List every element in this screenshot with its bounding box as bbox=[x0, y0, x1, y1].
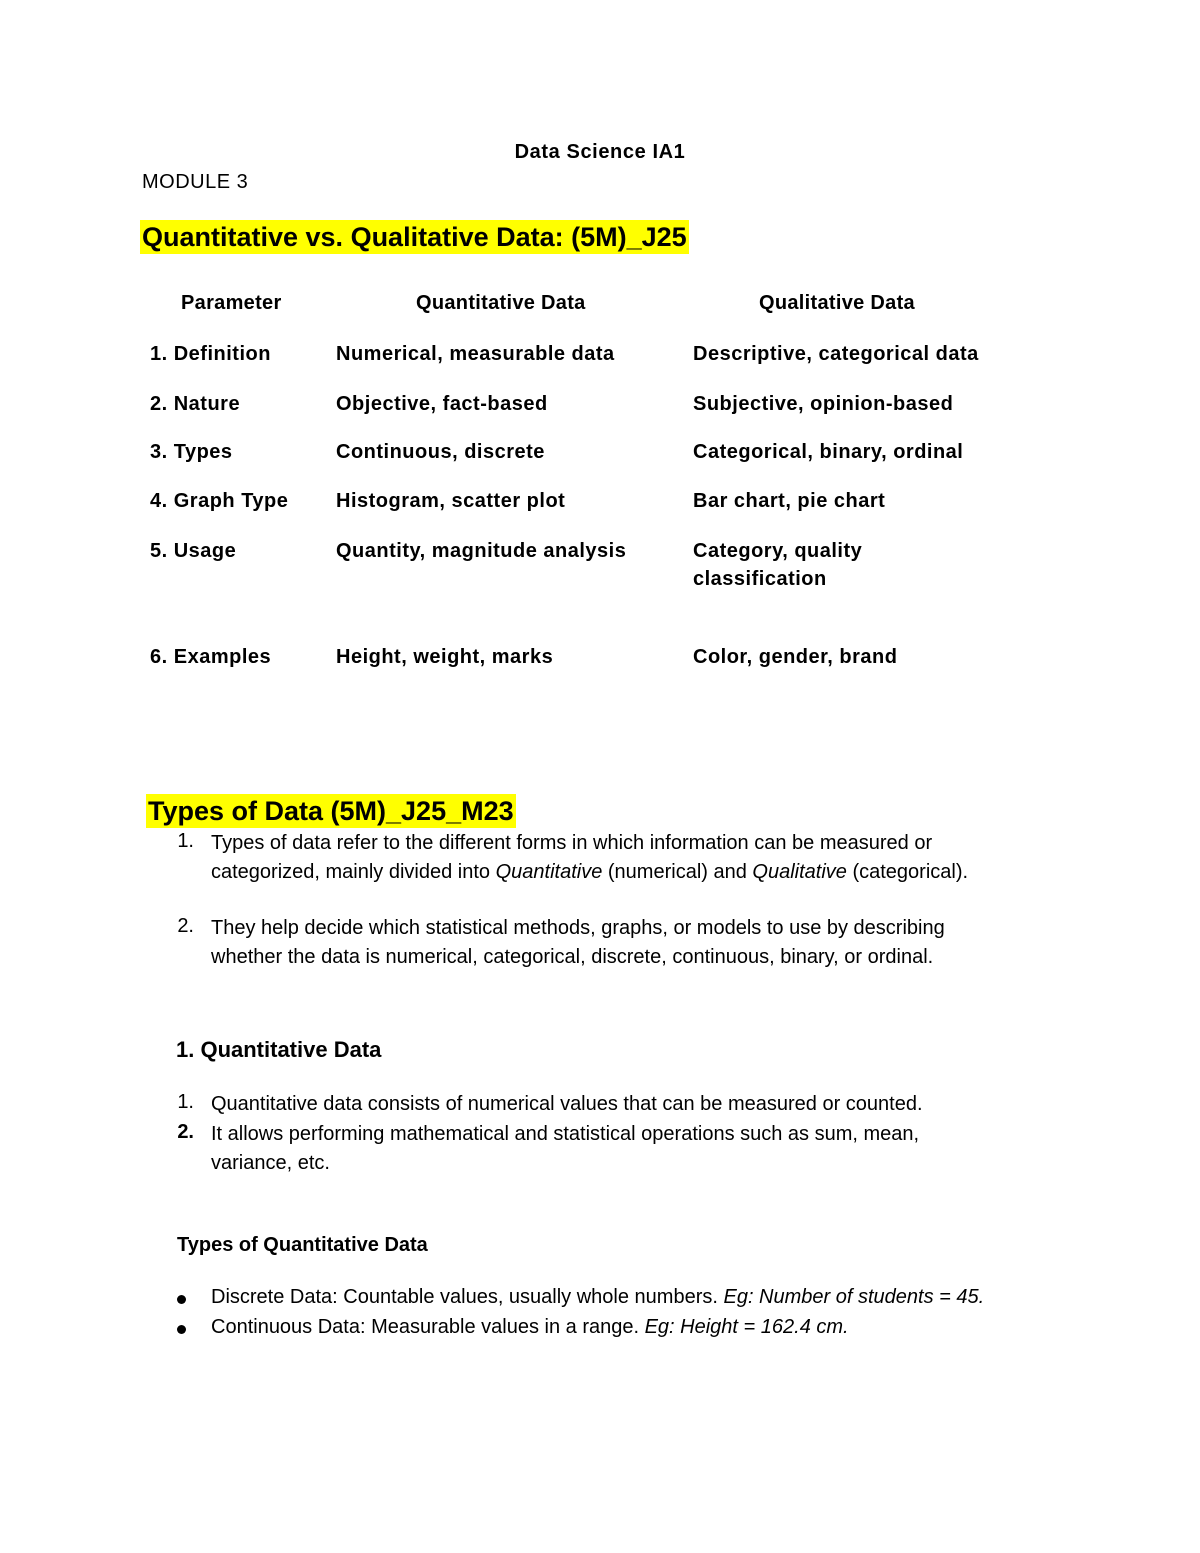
table-cell: Quantity, magnitude analysis bbox=[336, 540, 627, 562]
subsection-heading-quantitative: 1. Quantitative Data bbox=[176, 1037, 382, 1062]
bullet-text: Continuous Data: Measurable values in a range. bbox=[211, 1316, 645, 1338]
table-cell: Numerical, measurable data bbox=[336, 343, 615, 365]
list-item-line: variance, etc. bbox=[211, 1152, 330, 1174]
bullet-icon bbox=[177, 1325, 186, 1334]
section-heading-types-of-data: Types of Data (5M)_J25_M23 bbox=[148, 796, 514, 826]
table-cell: 5. Usage bbox=[150, 540, 237, 562]
list-item-text: (numerical) and bbox=[602, 861, 753, 883]
document-title: Data Science IA1 bbox=[514, 141, 686, 163]
table-cell: Histogram, scatter plot bbox=[336, 490, 566, 512]
table-cell: Descriptive, categorical data bbox=[693, 343, 979, 365]
emphasis-quantitative: Quantitative bbox=[495, 861, 603, 883]
list-item-line: They help decide which statistical methods, graphs, or models to use by describing bbox=[211, 917, 945, 939]
module-label: MODULE 3 bbox=[142, 171, 249, 193]
bullet-icon bbox=[177, 1295, 186, 1304]
table-cell: Category, quality bbox=[693, 540, 863, 562]
table-cell: 6. Examples bbox=[150, 646, 272, 668]
list-item-line: Types of data refer to the different forms in which information can be measured or bbox=[211, 832, 933, 854]
table-cell: Bar chart, pie chart bbox=[693, 490, 886, 512]
list-item-text: (categorical). bbox=[846, 861, 969, 883]
list-item bbox=[211, 829, 1071, 887]
list-number: 2. bbox=[177, 915, 194, 937]
list-number: 2. bbox=[177, 1121, 194, 1143]
table-cell: 2. Nature bbox=[150, 393, 241, 415]
bullet-example: Eg: Number of students = 45. bbox=[723, 1286, 985, 1308]
table-header-quantitative: Quantitative Data bbox=[416, 292, 586, 314]
table-cell: Continuous, discrete bbox=[336, 441, 545, 463]
subsection-heading-types-quantitative: Types of Quantitative Data bbox=[177, 1234, 428, 1256]
table-cell: classification bbox=[693, 568, 827, 590]
table-cell: 4. Graph Type bbox=[150, 490, 289, 512]
bullet-example: Eg: Height = 162.4 cm. bbox=[644, 1316, 849, 1338]
table-cell: Subjective, opinion-based bbox=[693, 393, 954, 415]
table-header-qualitative: Qualitative Data bbox=[759, 292, 915, 314]
table-cell: Objective, fact-based bbox=[336, 393, 548, 415]
emphasis-qualitative: Qualitative bbox=[752, 861, 847, 883]
list-number: 1. bbox=[177, 1091, 194, 1113]
list-item: Quantitative data consists of numerical values that can be measured or counted. bbox=[211, 1093, 923, 1115]
table-cell: Color, gender, brand bbox=[693, 646, 898, 668]
table-cell: 1. Definition bbox=[150, 343, 271, 365]
table-cell: Height, weight, marks bbox=[336, 646, 554, 668]
bullet-text: Discrete Data: Countable values, usually whole numbers. bbox=[211, 1286, 724, 1308]
table-header-parameter: Parameter bbox=[181, 292, 282, 314]
list-item bbox=[211, 914, 1071, 972]
section-heading-comparison: Quantitative vs. Qualitative Data: (5M)_J25 bbox=[142, 222, 687, 252]
list-item-line: It allows performing mathematical and statistical operations such as sum, mean, bbox=[211, 1123, 920, 1145]
bullet-item bbox=[211, 1286, 984, 1309]
bullet-item bbox=[211, 1316, 849, 1339]
table-cell: 3. Types bbox=[150, 441, 233, 463]
list-item-text: categorized, mainly divided into bbox=[211, 861, 496, 883]
list-item bbox=[211, 1120, 1071, 1178]
list-number: 1. bbox=[177, 830, 194, 852]
table-cell: Categorical, binary, ordinal bbox=[693, 441, 964, 463]
list-item-line: whether the data is numerical, categorical, discrete, continuous, binary, or ordinal. bbox=[211, 946, 934, 968]
